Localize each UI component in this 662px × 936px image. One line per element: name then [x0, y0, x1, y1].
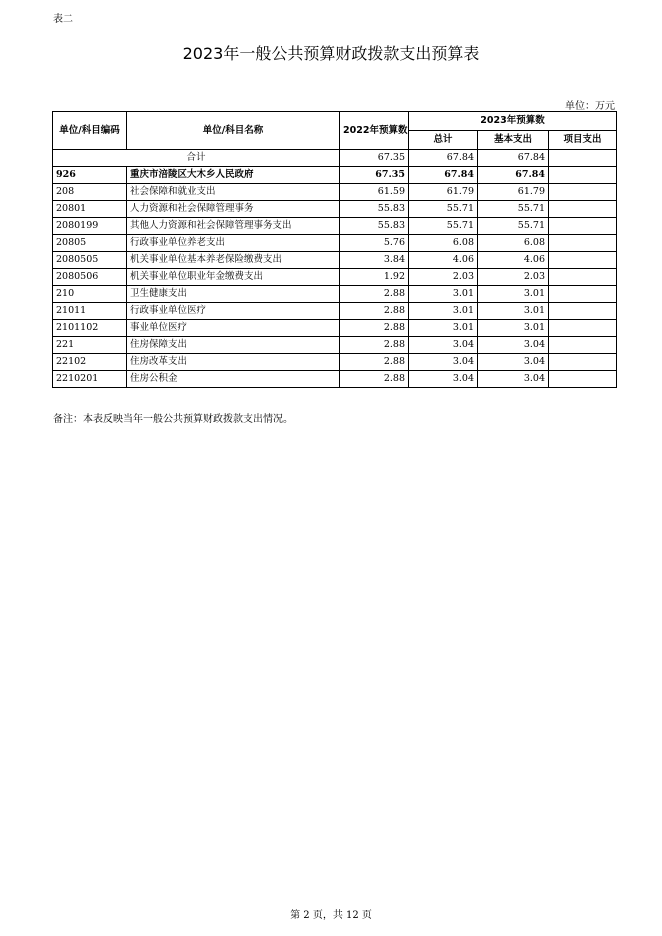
cell-total: 3.04 — [409, 337, 478, 354]
cell-total: 3.04 — [409, 371, 478, 388]
cell-code: 20801 — [53, 201, 127, 218]
cell-project — [549, 286, 617, 303]
table-row — [53, 320, 617, 337]
table-row — [53, 167, 617, 184]
cell-budget-2022: 55.83 — [340, 218, 409, 235]
cell-name: 住房公积金 — [127, 371, 340, 388]
cell-name: 住房保障支出 — [127, 337, 340, 354]
cell-name: 事业单位医疗 — [127, 320, 340, 337]
cell-code: 20805 — [53, 235, 127, 252]
cell-project — [549, 201, 617, 218]
cell-project — [549, 235, 617, 252]
table-row — [53, 371, 617, 388]
cell-name: 行政事业单位养老支出 — [127, 235, 340, 252]
table-row — [53, 337, 617, 354]
total-basic: 67.84 — [478, 150, 549, 167]
unit-label: 单位：万元 — [565, 101, 615, 112]
total-project — [549, 150, 617, 167]
header-budget-2022: 2022年预算数 — [340, 112, 409, 150]
cell-budget-2022: 2.88 — [340, 371, 409, 388]
cell-code: 2210201 — [53, 371, 127, 388]
cell-project — [549, 252, 617, 269]
total-total: 67.84 — [409, 150, 478, 167]
cell-name: 其他人力资源和社会保障管理事务支出 — [127, 218, 340, 235]
cell-budget-2022: 2.88 — [340, 337, 409, 354]
table-row — [53, 303, 617, 320]
cell-project — [549, 184, 617, 201]
cell-code: 22102 — [53, 354, 127, 371]
cell-code: 2101102 — [53, 320, 127, 337]
cell-project — [549, 303, 617, 320]
cell-basic: 3.01 — [478, 320, 549, 337]
table-note: 备注：本表反映当年一般公共预算财政拨款支出情况。 — [53, 414, 293, 425]
header-name: 单位/科目名称 — [127, 112, 340, 150]
cell-name: 卫生健康支出 — [127, 286, 340, 303]
cell-project — [549, 167, 617, 184]
header-basic: 基本支出 — [478, 131, 549, 150]
cell-total: 67.84 — [409, 167, 478, 184]
cell-budget-2022: 67.35 — [340, 167, 409, 184]
cell-total: 6.08 — [409, 235, 478, 252]
cell-total: 61.79 — [409, 184, 478, 201]
table-number-label: 表二 — [53, 14, 73, 25]
header-total: 总计 — [409, 131, 478, 150]
cell-basic: 55.71 — [478, 201, 549, 218]
cell-total: 3.01 — [409, 320, 478, 337]
cell-budget-2022: 1.92 — [340, 269, 409, 286]
table-body — [53, 150, 617, 388]
cell-code: 221 — [53, 337, 127, 354]
cell-name: 人力资源和社会保障管理事务 — [127, 201, 340, 218]
cell-project — [549, 320, 617, 337]
cell-total: 2.03 — [409, 269, 478, 286]
cell-code: 2080505 — [53, 252, 127, 269]
header-project: 项目支出 — [549, 131, 617, 150]
cell-basic: 4.06 — [478, 252, 549, 269]
cell-total: 55.71 — [409, 218, 478, 235]
cell-basic: 55.71 — [478, 218, 549, 235]
cell-project — [549, 337, 617, 354]
cell-code: 926 — [53, 167, 127, 184]
header-budget-2023: 2023年预算数 — [409, 112, 617, 131]
cell-code: 208 — [53, 184, 127, 201]
table-row — [53, 252, 617, 269]
cell-total: 3.01 — [409, 286, 478, 303]
table-row — [53, 286, 617, 303]
cell-budget-2022: 55.83 — [340, 201, 409, 218]
cell-code: 2080199 — [53, 218, 127, 235]
cell-project — [549, 218, 617, 235]
cell-name: 重庆市涪陵区大木乡人民政府 — [127, 167, 340, 184]
table-row — [53, 235, 617, 252]
table-row — [53, 201, 617, 218]
cell-name: 住房改革支出 — [127, 354, 340, 371]
cell-basic: 3.01 — [478, 303, 549, 320]
cell-code: 2080506 — [53, 269, 127, 286]
cell-basic: 2.03 — [478, 269, 549, 286]
cell-budget-2022: 61.59 — [340, 184, 409, 201]
cell-name: 行政事业单位医疗 — [127, 303, 340, 320]
cell-basic: 3.04 — [478, 371, 549, 388]
cell-project — [549, 354, 617, 371]
cell-budget-2022: 2.88 — [340, 303, 409, 320]
total-row — [53, 150, 617, 167]
cell-basic: 3.01 — [478, 286, 549, 303]
budget-table — [52, 111, 617, 388]
cell-basic: 3.04 — [478, 354, 549, 371]
cell-project — [549, 269, 617, 286]
cell-budget-2022: 2.88 — [340, 354, 409, 371]
table-row — [53, 184, 617, 201]
table-row — [53, 354, 617, 371]
cell-code: 21011 — [53, 303, 127, 320]
cell-name: 社会保障和就业支出 — [127, 184, 340, 201]
cell-basic: 67.84 — [478, 167, 549, 184]
cell-budget-2022: 2.88 — [340, 286, 409, 303]
cell-basic: 6.08 — [478, 235, 549, 252]
cell-total: 3.01 — [409, 303, 478, 320]
cell-total: 4.06 — [409, 252, 478, 269]
cell-code: 210 — [53, 286, 127, 303]
cell-name: 机关事业单位基本养老保险缴费支出 — [127, 252, 340, 269]
total-label: 合计 — [53, 150, 340, 167]
page-footer: 第 2 页，共 12 页 — [290, 910, 372, 921]
cell-total: 3.04 — [409, 354, 478, 371]
header-code: 单位/科目编码 — [53, 112, 127, 150]
cell-name: 机关事业单位职业年金缴费支出 — [127, 269, 340, 286]
total-2022: 67.35 — [340, 150, 409, 167]
page-title: 2023年一般公共预算财政拨款支出预算表 — [182, 44, 480, 63]
cell-budget-2022: 5.76 — [340, 235, 409, 252]
table-row — [53, 269, 617, 286]
cell-budget-2022: 2.88 — [340, 320, 409, 337]
cell-basic: 3.04 — [478, 337, 549, 354]
cell-total: 55.71 — [409, 201, 478, 218]
table-row — [53, 218, 617, 235]
cell-budget-2022: 3.84 — [340, 252, 409, 269]
cell-project — [549, 371, 617, 388]
cell-basic: 61.79 — [478, 184, 549, 201]
